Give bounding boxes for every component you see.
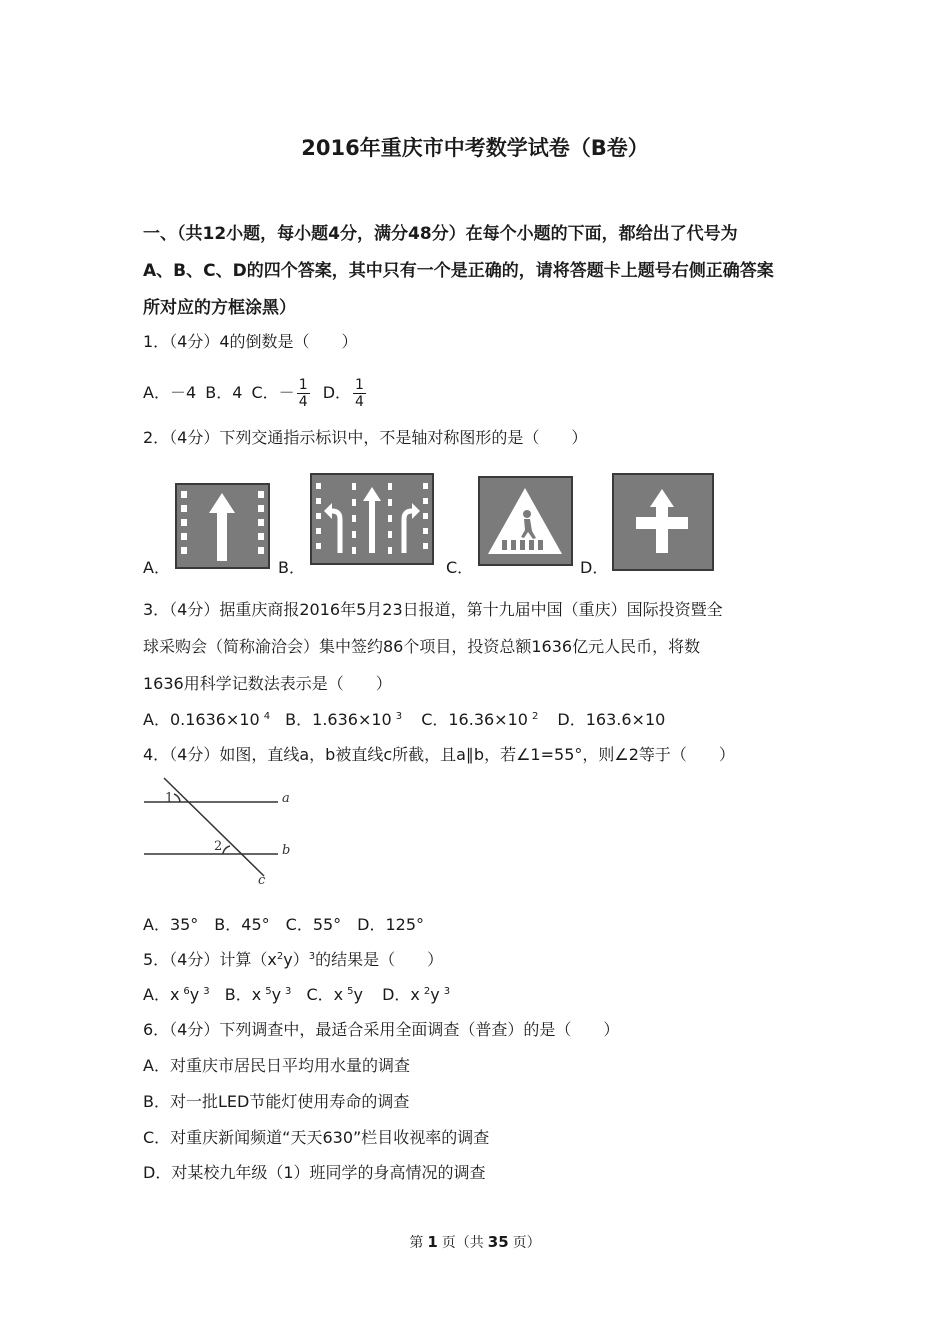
- sign-pedestrian-crossing: [478, 476, 573, 566]
- page-title: 2016年重庆市中考数学试卷（B卷）: [301, 136, 649, 160]
- q3-option-a: A．0.1636×10 $^4$: [143, 710, 271, 729]
- q2-label-b: B．: [278, 558, 305, 577]
- q3-stem-line-2: 球采购会（简称渝洽会）集中签约86个项目，投资总额1636亿元人民币，将数: [143, 637, 701, 656]
- q2-label-c: C．: [446, 558, 474, 577]
- q6-option-c: C．对重庆新闻频道“天天630”栏目收视率的调查: [143, 1128, 490, 1147]
- footer-page-number: 1: [427, 1233, 438, 1251]
- sign-intersection: [612, 473, 714, 571]
- page-footer: 第 1 页（共 35 页）: [409, 1233, 541, 1251]
- q4-label-b: b: [282, 843, 291, 858]
- q1-option-a: A．－4: [143, 383, 197, 402]
- q6-option-b: B．对一批LED节能灯使用寿命的调查: [143, 1092, 410, 1111]
- q4-label-angle-1: 1: [165, 791, 174, 806]
- q6-option-d: D．对某校九年级（1）班同学的身高情况的调查: [143, 1163, 486, 1182]
- q5-stem: 5．（4分）计算$(x^2y)^3$的结果是（ ）: [143, 950, 444, 969]
- q1-option-d: D．: [322, 383, 352, 402]
- q1-stem: 1．（4分）4的倒数是（ ）: [143, 332, 358, 351]
- section-heading-line-1: 一、（共12小题，每小题4分，满分48分）在每个小题的下面，都给出了代号为: [143, 224, 738, 244]
- q5-option-d: D．x $^2$y $^3$: [382, 985, 451, 1004]
- section-heading-line-3: 所对应的方框涂黑）: [143, 298, 296, 318]
- section-heading-line-2: A、B、C、D的四个答案，其中只有一个是正确的，请将答题卡上题号右侧正确答案: [143, 261, 774, 281]
- q3-option-d: D．163.6×10: [557, 710, 666, 729]
- q4-stem: 4．（4分）如图，直线a，b被直线c所截，且a∥b，若∠1=55°，则∠2等于（ ）: [143, 745, 735, 764]
- q4-label-c: c: [258, 873, 266, 888]
- q3-option-c: C．16.36×10 $^2$: [421, 710, 539, 729]
- q4-options: A．35° B．45° C．55° D．125°: [143, 915, 425, 934]
- q5-options: [143, 983, 454, 1007]
- q5-option-b: B．x $^5$y $^3$: [224, 985, 292, 1004]
- q6-option-a: A．对重庆市居民日平均用水量的调查: [143, 1056, 410, 1075]
- q1-option-c: C．－: [251, 383, 295, 402]
- q6-stem: 6．（4分）下列调查中，最适合采用全面调查（普查）的是（ ）: [143, 1020, 620, 1039]
- q3-stem-line-3: 1636用科学记数法表示是（ ）: [143, 674, 392, 693]
- q5-option-c: C．x $^5$y: [306, 985, 363, 1004]
- q3-option-b: B．1.636×10 $^3$: [285, 710, 403, 729]
- footer-total-pages: 35: [487, 1233, 509, 1251]
- q4-label-a: a: [282, 791, 290, 806]
- q4-parallel-lines-figure: [140, 776, 300, 888]
- sign-lane-arrows: [310, 473, 434, 565]
- q3-options: [143, 708, 669, 732]
- q4-label-angle-2: 2: [214, 839, 223, 854]
- q2-stem: 2．（4分）下列交通指示标识中，不是轴对称图形的是（ ）: [143, 428, 588, 447]
- q2-label-a: A．: [143, 558, 170, 577]
- q3-stem-line-1: 3．（4分）据重庆商报2016年5月23日报道，第十九届中国（重庆）国际投资暨全: [143, 600, 723, 619]
- q5-option-a: A．x $^6$y $^3$: [143, 985, 210, 1004]
- q1-fraction-d: $\frac{1}{4}$: [355, 377, 364, 410]
- sign-straight-arrow: [175, 483, 270, 569]
- q1-options: [143, 377, 374, 410]
- q1-option-b: B．4: [205, 383, 243, 402]
- q2-label-d: D．: [580, 558, 609, 577]
- q1-fraction-c: $\frac{1}{4}$: [298, 377, 308, 410]
